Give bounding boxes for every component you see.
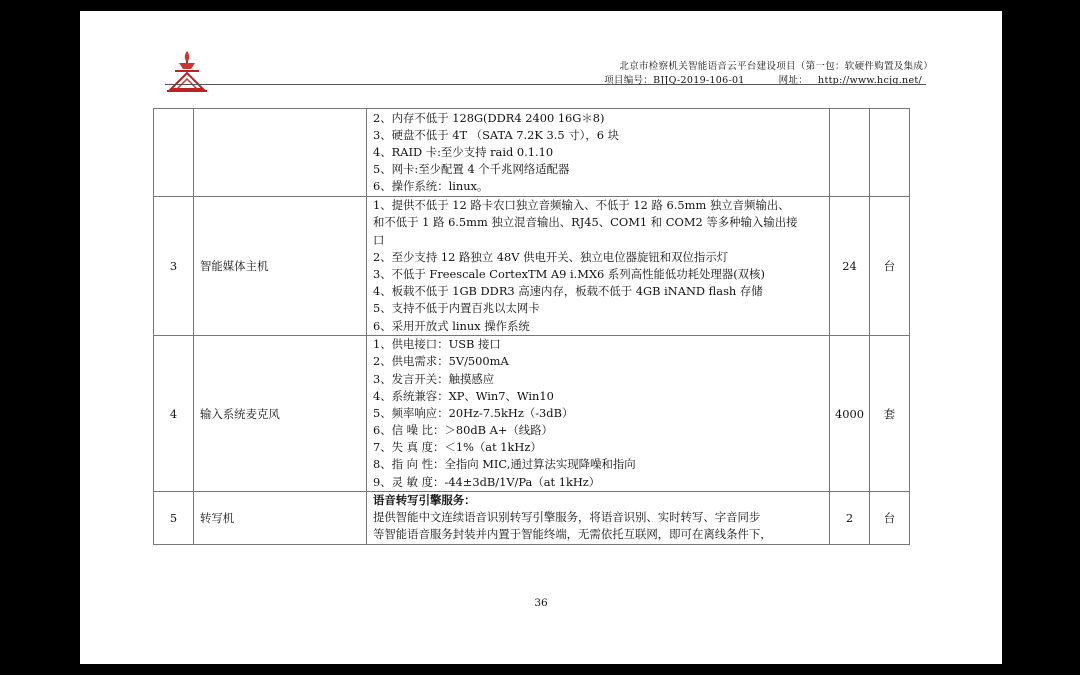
- spec-line: 3、硬盘不低于 4T （SATA 7.2K 3.5 寸），6 块: [373, 127, 620, 142]
- spec-cell: [367, 109, 830, 197]
- spec-line: 3、发言开关：触摸感应: [373, 371, 495, 386]
- table-row: [154, 197, 910, 336]
- spec-line: 3、不低于 Freescale CortexTM A9 i.MX6 系列高性能低功耗处理器(双核): [373, 267, 765, 281]
- spec-line: 4、板载不低于 1GB DDR3 高速内存，板载不低于 4GB iNAND flash 存储: [373, 284, 763, 299]
- spec-line: 5、网卡:至少配置 4 个千兆网络适配器: [373, 162, 570, 177]
- spec-line: 6、信 噪 比：＞80dB A+（线路）: [373, 423, 553, 438]
- spec-line: 等智能语音服务封装并内置于智能终端，无需依托互联网，即可在离线条件下，: [373, 527, 772, 542]
- item-name: 智能媒体主机: [194, 197, 367, 336]
- unit: [870, 109, 910, 197]
- spec-line: 4、系统兼容：XP、Win7、Win10: [373, 388, 554, 403]
- spec-line: 4、RAID 卡:至少支持 raid 0.1.10: [373, 144, 554, 159]
- spec-line: 1、提供不低于 12 路卡农口独立音频输入、不低于 12 路 6.5mm 独立音频输出、: [373, 198, 790, 213]
- spec-line: 9、灵 敏 度：-44±3dB/1V/Pa（at 1kHz）: [373, 474, 601, 489]
- table-row: [154, 492, 910, 545]
- item-name: 转写机: [194, 492, 367, 545]
- website-label: 网址：: [778, 75, 809, 86]
- document-page: [80, 11, 1002, 664]
- table-row: [154, 336, 910, 492]
- project-title-header: 北京市检察机关智能语音云平台建设项目（第一包：软硬件购置及集成）: [619, 61, 933, 72]
- spec-line: 1、供电接口：USB 接口: [373, 337, 501, 352]
- row-number: 4: [154, 336, 194, 492]
- project-number: 项目编号：BJJQ-2019-106-01: [604, 75, 745, 86]
- item-name: 输入系统麦克风: [194, 336, 367, 492]
- spec-line: 6、操作系统：linux。: [373, 179, 489, 194]
- quantity: 4000: [830, 336, 870, 492]
- unit: 台: [870, 197, 910, 336]
- spec-line: 2、供电需求：5V/500mA: [373, 354, 509, 369]
- quantity: 24: [830, 197, 870, 336]
- spec-line: 5、支持不低于内置百兆以太网卡: [373, 301, 540, 316]
- spec-heading: 语音转写引擎服务：: [373, 493, 476, 507]
- spec-line: 2、内存不低于 128G(DDR4 2400 16G＊8): [373, 110, 605, 125]
- spec-line: 2、至少支持 12 路独立 48V 供电开关、独立电位器旋钮和双位指示灯: [373, 249, 729, 264]
- spec-line: 6、采用开放式 linux 操作系统: [373, 318, 530, 333]
- procurement-spec-table: [153, 108, 910, 545]
- row-number: 5: [154, 492, 194, 545]
- spec-cell: [367, 492, 830, 545]
- unit: 台: [870, 492, 910, 545]
- spec-cell: [367, 336, 830, 492]
- spec-line: 8、指 向 性：全指向 MIC,通过算法实现降噪和指向: [373, 457, 636, 472]
- page-number: 36: [534, 597, 548, 609]
- row-number: [154, 109, 194, 197]
- spec-line: 口: [373, 232, 385, 247]
- spec-line: 5、频率响应：20Hz-7.5kHz（-3dB）: [373, 405, 574, 420]
- website-url: http://www.hcjq.net/: [818, 75, 922, 86]
- header-divider: [165, 84, 926, 85]
- spec-line: 和不低于 1 路 6.5mm 独立混音输出、RJ45、COM1 和 COM2 等多种输入输出接: [373, 215, 798, 230]
- unit: 套: [870, 336, 910, 492]
- row-number: 3: [154, 197, 194, 336]
- quantity: 2: [830, 492, 870, 545]
- spec-line: 提供智能中文连续语音识别转写引擎服务，将语音识别、实时转写、字音同步: [373, 510, 761, 525]
- spec-cell: [367, 197, 830, 336]
- table-row: [154, 109, 910, 197]
- item-name: [194, 109, 367, 197]
- spec-line: 7、失 真 度：＜1%（at 1kHz）: [373, 440, 542, 455]
- quantity: [830, 109, 870, 197]
